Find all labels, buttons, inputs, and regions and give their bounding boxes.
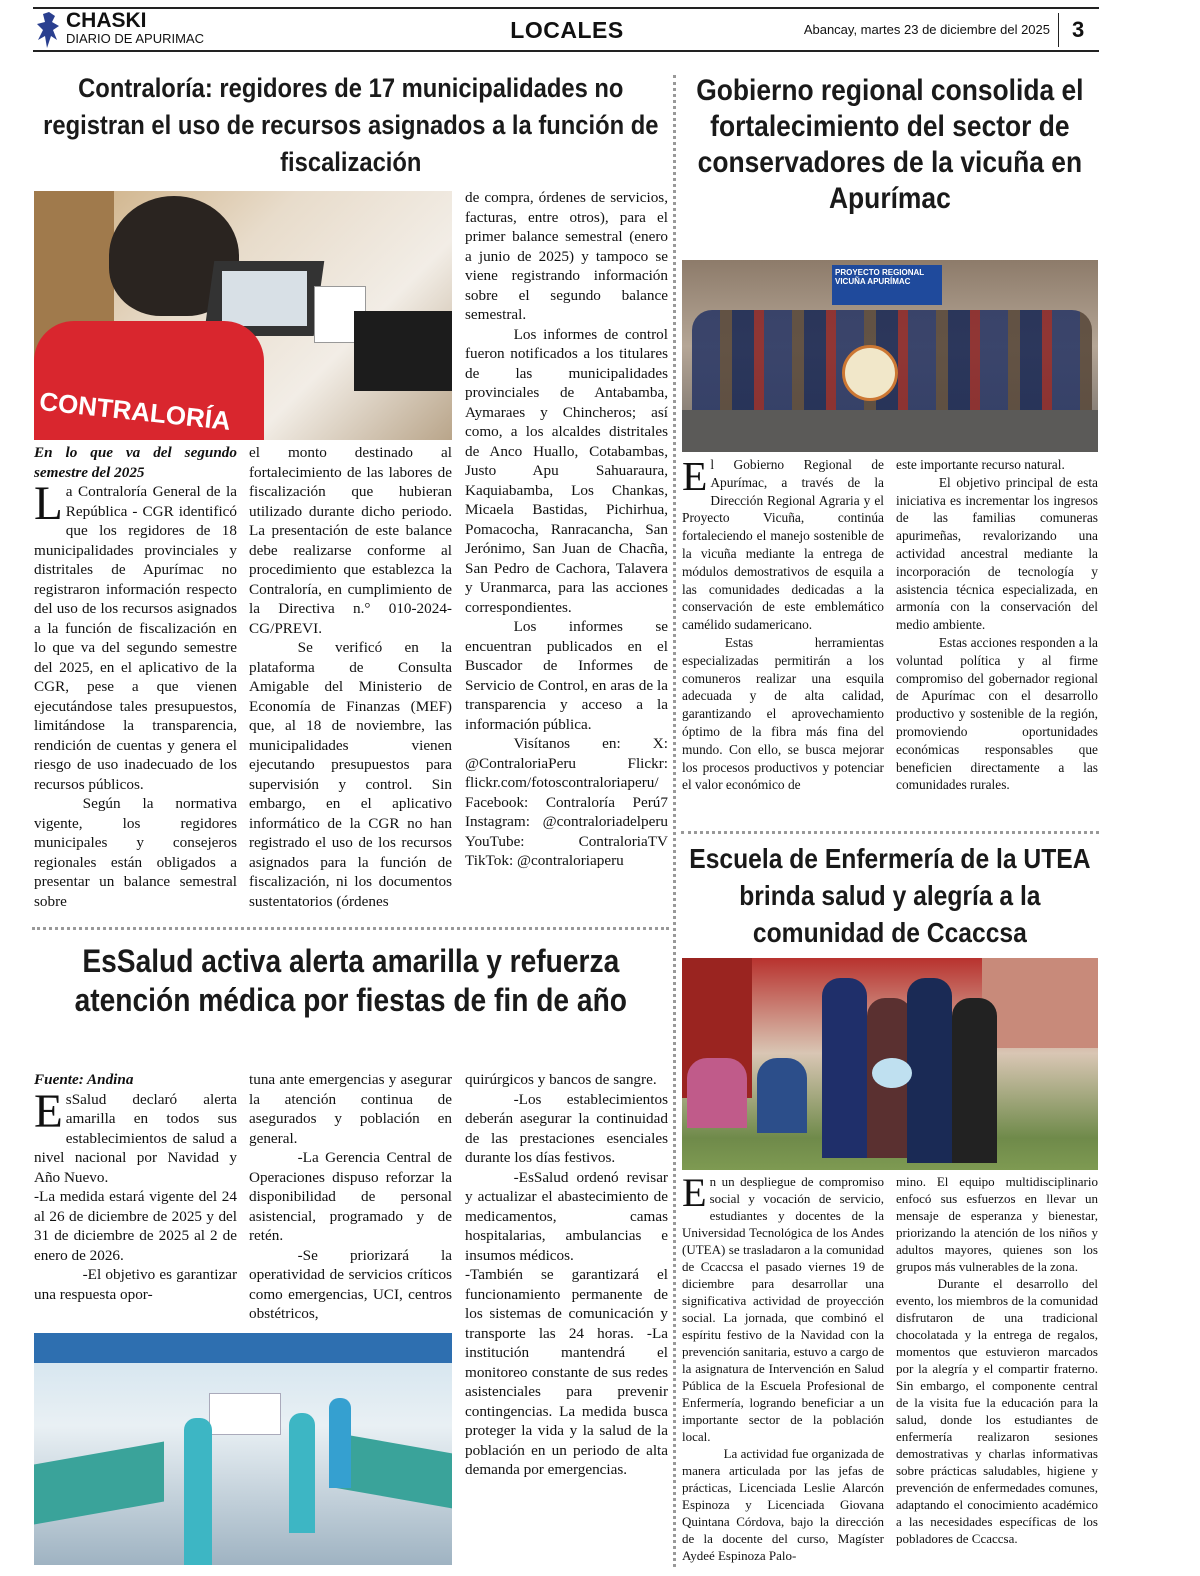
- article-paragraph: -También se garantizará el funcionamiento permanente de los sistemas de comunicación y transporte las 24 horas. -La institución mantendrá el monitoreo constante de sus redes asistenciales para prevenir contingencias. La medida busca proteger la vida y la salud de la población en un periodo de alta demanda por emergencias.: [465, 1266, 668, 1478]
- article-paragraph: El objetivo principal de esta iniciativa es incrementar los ingresos de las familias comuneras apurimeñas, revalorizando una actividad ancestral mediante la incorporación de tecnología y asistencia técnica especializada, en armonía con la conservación del medio ambiente.: [896, 474, 1098, 633]
- article-column: [34, 1070, 237, 1304]
- paragraph-text: sSalud declaró alerta amarilla en todos sus establecimientos de salud a nivel nacional por Navidad y Año Nuevo.: [34, 1090, 237, 1186]
- dateline-divider: [1058, 13, 1059, 47]
- article-paragraph: tuna ante emergencias y asegurar la atención continua de asegurados y población en general.: [249, 1071, 452, 1147]
- article-column: [465, 1070, 668, 1480]
- article-paragraph: Durante el desarrollo del evento, los miembros de la comunidad disfrutaron de una tradicional chocolatada y la entrega de regalos, momentos que estuvieron marcados por la alegría y el compartir fraterno. Sin embargo, el componente central de la visita fue la educación para la salud, donde los estudiantes de enfermería realizaron sesiones demostrativas y charlas informativas sobre prácticas saludables, higiene y prevención de enfermedades comunes, adaptando el conocimiento académico a las necesidades específicas de los pobladores de Ccaccsa.: [896, 1276, 1098, 1546]
- article-divider: [681, 831, 1099, 834]
- article-headline: EsSalud activa alerta amarilla y refuerza atención médica por fiestas de fin de año: [74, 943, 627, 1018]
- article-paragraph: [34, 1085, 237, 1188]
- dateline: Abancay, martes 23 de diciembre del 2025: [803, 22, 1050, 37]
- article-lead: En lo que va del segundo semestre del 2025: [34, 444, 237, 481]
- article-headline: Contraloría: regidores de 17 municipalidades no registran el uso de recursos asignados a la función de fiscalización: [43, 73, 659, 177]
- hospital-ward-photo: [34, 1333, 452, 1565]
- paragraph-text: n un despliegue de compromiso social y vocación de servicio, estudiantes y docentes de la Universidad Tecnológica de los Andes (UTEA) se trasladaron a la comunidad de Ccaccsa el pasado viernes 19 de diciembre para desarrollar una significativa actividad de proyección social. La jornada, que combinó el espíritu festivo de la Navidad con la prevención sanitaria, estuvo a cargo de la asignatura de Intervención en Salud Pública de la Escuela Profesional de Enfermería, logrando beneficiar a un importante sector de la población local.: [682, 1174, 884, 1444]
- newspaper-name: CHASKI: [66, 9, 147, 32]
- article-divider: [32, 927, 669, 930]
- article-paragraph: [682, 453, 884, 634]
- article-paragraph: -EsSalud ordenó revisar y actualizar el abastecimiento de medicamentos, camas hospitalarias, ambulancias e insumos médicos.: [465, 1168, 668, 1264]
- article-paragraph: Según la normativa vigente, los regidores municipales y consejeros regionales están obligados a presentar un balance semestral sobre: [34, 795, 237, 910]
- paragraph-text: a Contraloría General de la República - CGR identificó que los regidores de 18 municipalidades provinciales y distritales de Apurímac no registraron información respecto del uso de los recursos asignados a la función de fiscalización en lo que va del segundo semestre del 2025, en el aplicativo de la CGR, pese a que vienen ejecutándose tales presupuestos, limitándose la transparencia, rendición de cuentas y genera el riesgo de uso inadecuado de los recursos públicos.: [34, 483, 237, 793]
- article-paragraph: Visítanos en: X: @ContraloriaPeru Flickr: flickr.com/fotoscontraloriaperu/ Facebook: Contraloría Perú7 Instagram: @contraloriadelperu YouTube: ContraloriaTV TikTok: @contraloriaperu: [465, 735, 668, 869]
- article-column: [249, 443, 452, 911]
- newspaper-subtitle: DIARIO DE APURIMAC: [66, 31, 204, 46]
- article-column: [896, 456, 1098, 794]
- article-paragraph: -El objetivo es garantizar una respuesta opor-: [34, 1266, 237, 1303]
- article-column: [34, 443, 237, 911]
- article-paragraph: -La medida estará vigente del 24 al 26 de diciembre de 2025 y del 31 de diciembre de 2025 al 2 de enero de 2026.: [34, 1188, 237, 1264]
- drop-cap: L: [34, 478, 63, 530]
- banner: PROYECTO REGIONAL VICUÑA APURÍMAC: [832, 265, 942, 305]
- masthead-top-rule: [33, 7, 1099, 9]
- page-number: 3: [1072, 17, 1085, 42]
- article-paragraph: Los informes se encuentran publicados en el Buscador de Informes de Servicio de Control, en aras de la transparencia y acceso a la información pública.: [465, 618, 668, 733]
- drop-cap: E: [682, 1170, 707, 1215]
- article-paragraph: -La Gerencia Central de Operaciones dispuso reforzar la disponibilidad de personal asistencial, programado y de retén.: [249, 1149, 452, 1244]
- drop-cap: E: [34, 1085, 63, 1138]
- vicuna-photo: [682, 260, 1098, 452]
- contraloria-photo: [34, 191, 452, 440]
- article-paragraph: Los informes de control fueron notificados a los titulares de las municipalidades provinciales de Antabamba, Aymaraes y Chincheros; así como, a los alcaldes distritales de Anco Huallo, Cotabambas, Justo Apu Sahuaraura, Kaquiabamba, Los Chankas, Micaela Bastidas, Pichirhua, Pomacocha, Ranracancha, San Jerónimo, San Juan de Chacña, San Pedro de Cachora, Talavera y Uranmarca, para las acciones correspondientes.: [465, 325, 668, 616]
- article-paragraph: [682, 1170, 884, 1445]
- article-column: [896, 1173, 1098, 1547]
- article-paragraph: quirúrgicos y bancos de sangre.: [465, 1071, 657, 1088]
- article-paragraph: mino. El equipo multidisciplinario enfocó sus esfuerzos en llevar un mensaje de esperanza y bienestar, priorizando la atención de los niños y adultos mayores, quienes son los grupos más vulnerables de la zona.: [896, 1174, 1098, 1274]
- drop-cap: E: [682, 453, 708, 499]
- article-column: [682, 453, 884, 794]
- article-paragraph: el monto destinado al fortalecimiento de las labores de fiscalización que hubieran utilizado durante dicho periodo. La presentación de este balance debe realizarse conforme al procedimiento que establezca la Contraloría, en cumplimiento de la Directiva n.° 010-2024-CG/PREVI.: [249, 444, 452, 637]
- article-paragraph: -Se priorizará la operatividad de servicios críticos como emergencias, UCI, centros obstétricos,: [249, 1246, 452, 1322]
- article-column: [682, 1170, 884, 1564]
- article-paragraph: Estas acciones responden a la voluntad política y al firme compromiso del gobernador regional de Apurímac con el desarrollo productivo y sostenible de la región, promoviendo oportunidades económicas responsables que beneficien directamente a las comunidades rurales.: [896, 634, 1098, 793]
- article-column: [249, 1070, 452, 1324]
- column-divider: [673, 75, 676, 1567]
- article-column: [465, 188, 668, 871]
- masthead-bottom-rule: [33, 50, 1099, 52]
- article-paragraph: Estas herramientas especializadas permitirán a los comuneros realizar una esquila adecuada y de alta calidad, garantizando el aprovechamiento óptimo de la fibra más fina del mundo. Con ello, se busca mejorar los procesos productivos y potenciar el valor económico de: [682, 634, 884, 793]
- article-paragraph: Se verificó en la plataforma de Consulta Amigable del Ministerio de Economía de Finanzas (MEF) que, al 18 de noviembre, las municipalidades vienen ejecutando presupuestos para supervisión y control. Sin embargo, en el aplicativo informático de la CGR no han registrado el uso de los recursos asignados para la función de fiscalización, ni los documentos sustentatorios (órdenes: [249, 639, 452, 910]
- article-paragraph: -Los establecimientos deberán asegurar la continuidad de las prestaciones esenciales durante los días festivos.: [465, 1090, 668, 1166]
- article-headline: Gobierno regional consolida el fortalecimiento del sector de conservadores de la vicuña en Apurímac: [696, 74, 1084, 215]
- article-lead: Fuente: Andina: [34, 1071, 134, 1088]
- vest-lettering: CONTRALORÍA: [38, 386, 233, 436]
- article-paragraph: [34, 478, 237, 794]
- chaski-logo-icon: [35, 10, 63, 50]
- article-paragraph: La actividad fue organizada de manera articulada por las jefas de prácticas, Licenciada Leslie Alarcón Espinoza y Licenciada Giovana Quintana Córdova, bajo la dirección de la docente del curso, Magíster Aydeé Espinoza Palo-: [682, 1446, 884, 1563]
- article-paragraph: este importante recurso natural.: [896, 457, 1065, 472]
- article-headline: Escuela de Enfermería de la UTEA brinda salud y alegría a la comunidad de Ccaccsa: [689, 843, 1091, 948]
- utea-community-photo: [682, 958, 1098, 1170]
- paragraph-text: l Gobierno Regional de Apurímac, a través de la Dirección Regional Agraria y el Proyecto Vicuña, continúa fortaleciendo el manejo sostenible de la vicuña mediante la entrega de módulos demostrativos de esquila a las comunidades dedicadas a la conservación de este emblemático camélido sudamericano.: [682, 457, 884, 633]
- article-paragraph: de compra, órdenes de servicios, facturas, entre otros), para el primer balance semestral (enero a junio de 2025) y tampoco se viene registrando información sobre el segundo balance semestral.: [465, 189, 668, 323]
- section-name: LOCALES: [510, 17, 624, 43]
